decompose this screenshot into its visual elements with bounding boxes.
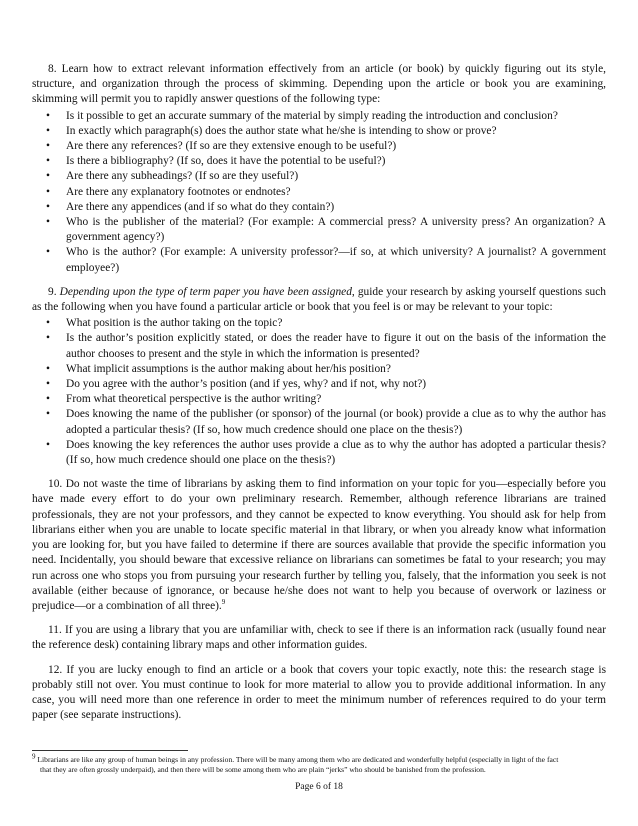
list-item: • What implicit assumptions is the author making about her/his position?: [66, 362, 606, 377]
paragraph-9-number: 9.: [48, 285, 57, 298]
paragraph-8: 8. Learn how to extract relevant information effectively from an article (or book) by quickly figuring out its style, structure, and organization through the process of skimming. Depending upon the article or book you are examining, skimming will permit you to rapidly answer questions of the following type:: [32, 63, 606, 106]
list-item: • What position is the author taking on the topic?: [66, 316, 606, 331]
list-item: • In exactly which paragraph(s) does the author state what he/she is intending to show or prove?: [66, 124, 606, 139]
list-item: • Are there any references? (If so are they extensive enough to be useful?): [66, 139, 606, 154]
document-body: [32, 62, 606, 723]
paragraph-9-italic-lead: Depending upon the type of term paper you have been assigned: [59, 285, 352, 298]
list-item: • Who is the author? (For example: A university professor?—if so, at which university? A journalist? A government employee?): [66, 245, 606, 275]
list-item: • Do you agree with the author’s position (and if yes, why? and if not, why not?): [66, 377, 606, 392]
footnote-line-2: that they are often grossly underpaid), and then there will be some among them who are plain “jerks” who should be banished from the profession.: [40, 765, 486, 774]
footnote-reference[interactable]: 9: [221, 598, 226, 607]
footnote-line-1: $^9$ Librarians are like any group of human beings in any profession. There will be many among them who are dedicated and wonderfully helpful (especially in light of the fact: [32, 752, 559, 764]
list-item: • Are there any appendices (and if so what do they contain?): [66, 200, 606, 215]
list-item: • Are there any explanatory footnotes or endnotes?: [66, 185, 606, 200]
list-item: • From what theoretical perspective is the author writing?: [66, 392, 606, 407]
footnote-marker: 9: [32, 752, 36, 761]
list-item: • Are there any subheadings? (If so are they useful?): [66, 169, 606, 184]
list-item: • Does knowing the key references the author uses provide a clue as to why the author has adopted a particular thesis? (If so, how much credence should one place on the thesis?): [66, 438, 606, 468]
bullet-list-questions: [32, 316, 606, 468]
paragraph-9: [32, 285, 606, 315]
list-item: • Is the author’s position explicitly stated, or does the reader have to figure it out on the basis of the information the author chooses to present and the style in which the information is presented?: [66, 331, 606, 361]
footnote-divider: [32, 750, 188, 751]
page-number: Page 6 of 18: [295, 782, 343, 792]
bullet-list-skimming: [32, 109, 606, 276]
list-item: • Is it possible to get an accurate summary of the material by simply reading the introduction and conclusion?: [66, 109, 606, 124]
paragraph-12: 12. If you are lucky enough to find an article or a book that covers your topic exactly, note this: the research stage is probably still not over. You must continue to look for more material to allow you to provide additional information. In any case, you will need more than one reference in order to meet the minimum number of references required to do your term paper (see separate instructions).: [32, 663, 606, 722]
paragraph-11: 11. If you are using a library that you are unfamiliar with, check to see if there is an information rack (usually found near the reference desk) containing library maps and other information guides.: [32, 624, 606, 652]
paragraph-10: [32, 477, 606, 614]
list-item: • Who is the publisher of the material? (For example: A commercial press? A university press? An organization? A government agency?): [66, 215, 606, 245]
paragraph-9-text: , guide your research by asking yourself questions such as the following when you have found a particular article or book that you feel is or may be relevant to your topic:: [32, 285, 606, 314]
list-item: • Does knowing the name of the publisher (or sponsor) of the journal (or book) provide a clue as to why the author has adopted a particular thesis? (If so, how much credence should one place on the thesis?): [66, 407, 606, 437]
footnote: [32, 752, 606, 775]
list-item: • Is there a bibliography? (If so, does it have the potential to be useful?): [66, 154, 606, 169]
paragraph-10-text: 10. Do not waste the time of librarians by asking them to find information on your topic for you—especially before you have made every effort to do your own preliminary research. Remember, although reference librarians are trained professionals, they are not your professors, and they cannot be expected to know everything. You should ask for help from librarians either when you are unable to locate specific material in that library, or when you already know what information you are looking for, but you have failed to determine if there are sources available that provide the specific information you need. Incidentally, you should beware that excessive reliance on librarians can sometimes be fatal to your research; you may run across one who stops you from pursuing your research further by telling you, falsely, that the information you seek is not available (either because of ignorance, or because he/she does not want to help you because of overwork or laziness or prejudice—or a combination of all three).: [32, 478, 606, 612]
